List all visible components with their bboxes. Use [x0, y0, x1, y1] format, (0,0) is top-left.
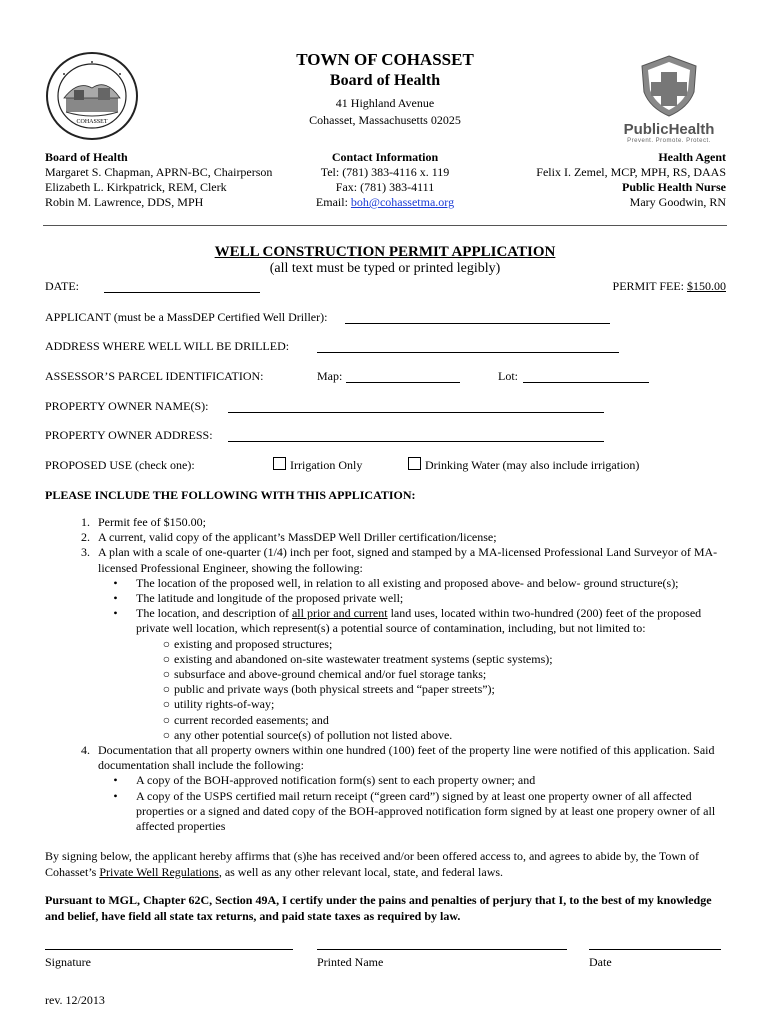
- sub-item: [45, 713, 735, 728]
- town-seal: [44, 50, 140, 142]
- item-text: A copy of the USPS certified mail return receipt (“green card”) signed by at least one property owner of all affected properties or a signed and dated copy of the BOH-approved notification form signed by at least one propery owner of all affected properties: [136, 788, 716, 834]
- item-text: any other potential source(s) of pollution not listed above.: [174, 727, 453, 742]
- bullet-item: [45, 789, 735, 835]
- revision-note: rev. 12/2013: [45, 993, 105, 1007]
- sub-item: [45, 728, 735, 743]
- fee-value: $150.00: [687, 279, 726, 293]
- printed-name-line[interactable]: [317, 949, 567, 950]
- address-line-1: 41 Highland Avenue: [335, 96, 435, 110]
- applicant-label: APPLICANT (must be a MassDEP Certified Well Driller):: [45, 310, 328, 324]
- bullet-item: [45, 591, 735, 606]
- email-label: Email:: [315, 195, 351, 209]
- drinking-label: Drinking Water (may also include irrigation): [425, 458, 640, 472]
- map-field[interactable]: [346, 369, 460, 383]
- requirements-list: [45, 515, 735, 834]
- sub-item: [45, 697, 735, 712]
- circle-bullet-icon: ○: [162, 697, 170, 712]
- sub-item: [45, 667, 735, 682]
- circle-bullet-icon: ○: [162, 712, 170, 727]
- bullet-icon: •: [113, 575, 118, 590]
- item-text: A plan with a scale of one-quarter (1/4) inch per foot, signed and stamped by a MA-licensed Professional Land Surveyor of MA-licensed Professional Engineer, showing the following:: [98, 545, 718, 575]
- date-label: DATE:: [45, 279, 79, 293]
- drinking-checkbox[interactable]: [408, 457, 421, 470]
- item-text: existing and proposed structures;: [174, 636, 333, 651]
- mgl-certification: Pursuant to MGL, Chapter 62C, Section 49A, I certify under the pains and penalties of perjury that I, to the best of my knowledge and belief, have field all state tax returns, and paid state taxes as required by law.: [45, 893, 712, 923]
- bullet-item: [45, 576, 735, 591]
- bullet-icon: •: [113, 773, 118, 788]
- item-text: public and private ways (both physical streets and “paper streets”);: [174, 682, 495, 697]
- map-label: Map:: [317, 369, 343, 383]
- circle-bullet-icon: ○: [162, 682, 170, 697]
- item-text: The location, and description of all prior and current land uses, located within two-hundred (200) feet of the proposed private well location, which represent(s) a potential source of contamination, including, but not limited to:: [136, 606, 702, 636]
- form-subtitle: (all text must be typed or printed legibly): [269, 261, 501, 276]
- public-health-logo: [614, 52, 724, 142]
- circle-bullet-icon: ○: [162, 651, 170, 666]
- circle-bullet-icon: ○: [162, 727, 170, 742]
- logo-text: PublicHealth: [623, 121, 715, 138]
- list-item: 3. A plan with a scale of one-quarter (1/4) inch per foot, signed and stamped by a MA-licensed Professional Land Surveyor of MA-licensed Professional Engineer, showing the following:: [45, 545, 735, 575]
- item-text: The location of the proposed well, in relation to all existing and proposed above- and below- ground structure(s);: [136, 575, 679, 590]
- list-item: 2. A current, valid copy of the applicant’s MassDEP Well Driller certification/license;: [81, 530, 497, 545]
- printed-name-label: Printed Name: [317, 955, 384, 969]
- owner-name-label: PROPERTY OWNER NAME(S):: [45, 399, 209, 413]
- date-sig-label: Date: [589, 955, 612, 969]
- bullet-icon: •: [113, 788, 118, 803]
- bullet-icon: •: [113, 606, 118, 621]
- well-address-field[interactable]: [317, 339, 619, 353]
- logo-tagline: Prevent. Promote. Protect.: [627, 138, 711, 144]
- lot-label: Lot:: [498, 369, 518, 383]
- health-agent-heading: Health Agent: [658, 150, 726, 164]
- item-text: The latitude and longitude of the proposed private well;: [136, 591, 404, 606]
- owner-address-field[interactable]: [228, 428, 604, 442]
- requirements-heading: PLEASE INCLUDE THE FOLLOWING WITH THIS APPLICATION:: [45, 488, 416, 502]
- bullet-item: [45, 606, 735, 636]
- date-field[interactable]: [104, 279, 260, 293]
- sub-item: [45, 652, 735, 667]
- signature-label: Signature: [45, 955, 91, 969]
- well-address-label: ADDRESS WHERE WELL WILL BE DRILLED:: [45, 339, 290, 353]
- shield-cross-icon: [614, 52, 724, 118]
- owner-name-field[interactable]: [228, 399, 604, 413]
- sub-item: [45, 682, 735, 697]
- email-link[interactable]: boh@cohassetma.org: [350, 195, 455, 209]
- contact-email-row: [285, 195, 485, 210]
- item-text: subsurface and above-ground chemical and/or fuel storage tanks;: [174, 667, 487, 682]
- item-text: Documentation that all property owners within one hundred (100) feet of the property line were notified of this application. Said documentation shall include the following:: [98, 743, 715, 773]
- item-text: existing and abandoned on-site wastewater treatment systems (septic systems);: [174, 651, 553, 666]
- form-title: WELL CONSTRUCTION PERMIT APPLICATION: [214, 244, 556, 260]
- item-text: current recorded easements; and: [174, 712, 329, 727]
- item-text: A current, valid copy of the applicant’s MassDEP Well Driller certification/license;: [98, 530, 497, 545]
- bullet-icon: •: [113, 591, 118, 606]
- irrigation-label: Irrigation Only: [290, 458, 363, 472]
- fee-label: PERMIT FEE:: [612, 279, 687, 293]
- contact-fax: Fax: (781) 383-4111: [335, 180, 435, 194]
- irrigation-option[interactable]: [273, 457, 362, 473]
- health-agent-name: Felix I. Zemel, MCP, MPH, RS, DAAS: [536, 165, 726, 179]
- affirmation-text: By signing below, the applicant hereby affirms that (s)he has received and/or been offered access to, and agrees to abide by, the Town of Cohasset’s Private Well Regulations, as well as any other relevant local, state, and federal laws.: [45, 849, 700, 879]
- lot-field[interactable]: [523, 369, 649, 383]
- list-item: 1. Permit fee of $150.00;: [81, 515, 206, 529]
- bullet-item: [45, 773, 735, 788]
- date-line[interactable]: [589, 949, 721, 950]
- signature-line[interactable]: [45, 949, 293, 950]
- svg-text:COHASSET: COHASSET: [76, 119, 108, 125]
- item-text: utility rights-of-way;: [174, 697, 275, 712]
- circle-bullet-icon: ○: [162, 636, 170, 651]
- proposed-use-label: PROPOSED USE (check one):: [45, 458, 195, 472]
- applicant-field[interactable]: [345, 310, 610, 324]
- irrigation-checkbox[interactable]: [273, 457, 286, 470]
- item-text: Permit fee of $150.00;: [98, 515, 206, 529]
- town-title: TOWN OF COHASSET: [296, 50, 474, 69]
- board-member: Robin M. Lawrence, DDS, MPH: [45, 195, 204, 209]
- board-title: Board of Health: [329, 72, 441, 89]
- board-member: Margaret S. Chapman, APRN-BC, Chairperson: [45, 165, 273, 179]
- drinking-option[interactable]: [408, 457, 639, 473]
- address-line-2: Cohasset, Massachusetts 02025: [309, 113, 461, 127]
- header-divider: [43, 225, 727, 226]
- list-item: 4. Documentation that all property owners within one hundred (100) feet of the property line were notified of this application. Said documentation shall include the following:: [45, 743, 735, 773]
- circle-bullet-icon: ○: [162, 667, 170, 682]
- board-member: Elizabeth L. Kirkpatrick, REM, Clerk: [45, 180, 227, 194]
- owner-address-label: PROPERTY OWNER ADDRESS:: [45, 428, 213, 442]
- contact-tel: Tel: (781) 383-4116 x. 119: [320, 165, 450, 179]
- item-text: A copy of the BOH-approved notification form(s) sent to each property owner; and: [136, 773, 536, 788]
- parcel-label: ASSESSOR’S PARCEL IDENTIFICATION:: [45, 369, 264, 383]
- nurse-name: Mary Goodwin, RN: [629, 195, 726, 209]
- board-heading: Board of Health: [45, 150, 128, 164]
- nurse-heading: Public Health Nurse: [622, 180, 726, 194]
- sub-item: [45, 637, 735, 652]
- contact-heading: Contact Information: [331, 150, 439, 164]
